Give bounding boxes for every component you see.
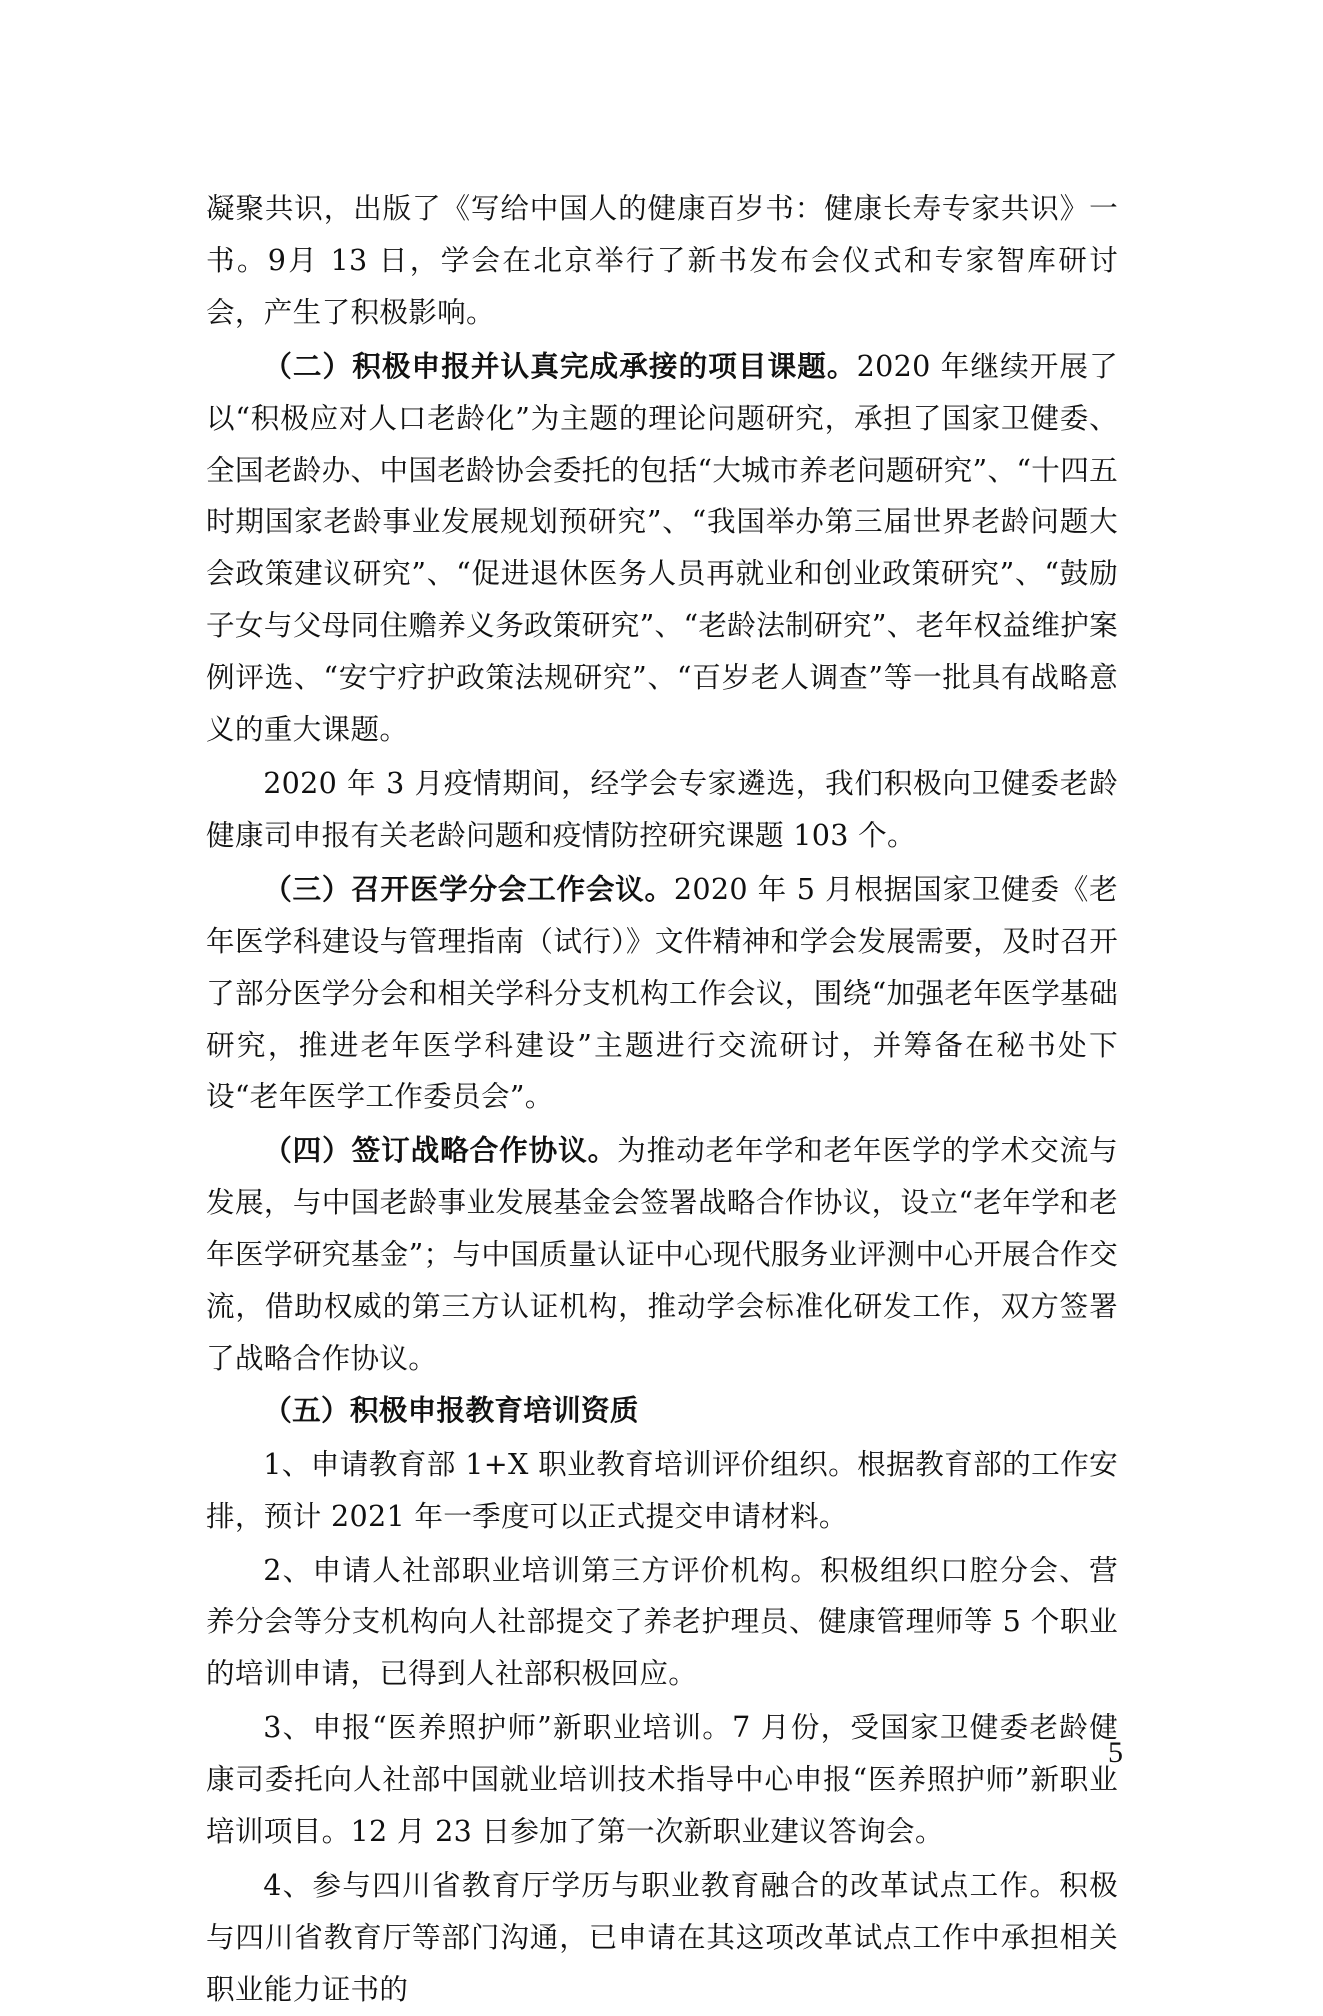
paragraph-item-4 bbox=[206, 1860, 1118, 2016]
document-body bbox=[206, 183, 1118, 2016]
paragraph-text: 为推动老年学和老年医学的学术交流与发展，与中国老龄事业发展基金会签署战略合作协议，设立“老年学和老年医学研究基金”；与中国质量认证中心现代服务业评测中心开展合作交流，借助权威的第三方认证机构，推动学会标准化研发工作，双方签署了战略合作协议。 bbox=[206, 1133, 1118, 1375]
paragraph-item-2 bbox=[206, 1545, 1118, 1701]
paragraph-continuation bbox=[206, 183, 1118, 339]
paragraph-item-3 bbox=[206, 1702, 1118, 1858]
paragraph-text: 2020 年 3 月疫情期间，经学会专家遴选，我们积极向卫健委老龄健康司申报有关老龄问题和疫情防控研究课题 103 个。 bbox=[206, 765, 1118, 852]
section-heading: （二）积极申报并认真完成承接的项目课题。 bbox=[263, 348, 857, 383]
paragraph-text: 4、参与四川省教育厅学历与职业教育融合的改革试点工作。积极与四川省教育厅等部门沟通，已申请在其这项改革试点工作中承担相关职业能力证书的 bbox=[206, 1868, 1118, 2006]
paragraph-covid-projects bbox=[206, 758, 1118, 862]
paragraph-text: 2020 年 5 月根据国家卫健委《老年医学科建设与管理指南（试行）》文件精神和学会发展需要，及时召开了部分医学分会和相关学科分支机构工作会议，围绕“加强老年医学基础研究，推进老年医学科建设”主题进行交流研讨，并筹备在秘书处下设“老年医学工作委员会”。 bbox=[206, 871, 1118, 1114]
paragraph-item-1 bbox=[206, 1439, 1118, 1543]
page-number: 5 bbox=[1108, 1736, 1123, 1769]
paragraph-text: 3、申报“医养照护师”新职业培训。7 月份，受国家卫健委老龄健康司委托向人社部中国就业培训技术指导中心申报“医养照护师”新职业培训项目。12 月 23 日参加了第一次新职业建议答询会。 bbox=[206, 1710, 1118, 1849]
paragraph-text: 凝聚共识，出版了《写给中国人的健康百岁书：健康长寿专家共识》一书。9月 13 日，学会在北京举行了新书发布会仪式和专家智库研讨会，产生了积极影响。 bbox=[206, 191, 1118, 329]
section-heading: （三）召开医学分会工作会议。 bbox=[263, 871, 674, 906]
paragraph-text: 2020 年继续开展了以“积极应对人口老龄化”为主题的理论问题研究，承担了国家卫健委、全国老龄办、中国老龄协会委托的包括“大城市养老问题研究”、“十四五时期国家老龄事业发展规划预研究”、“我国举办第三届世界老龄问题大会政策建议研究”、“促进退休医务人员再就业和创业政策研究”、“鼓励子女与父母同住赡养义务政策研究”、“老龄法制研究”、老年权益维护案例评选、“安宁疗护政策法规研究”、“百岁老人调查”等一批具有战略意义的重大课题。 bbox=[206, 348, 1118, 747]
paragraph-section-5 bbox=[206, 1385, 1118, 1437]
paragraph-section-3 bbox=[206, 864, 1118, 1124]
paragraph-text: 2、申请人社部职业培训第三方评价机构。积极组织口腔分会、营养分会等分支机构向人社部提交了养老护理员、健康管理师等 5 个职业的培训申请，已得到人社部积极回应。 bbox=[206, 1552, 1118, 1691]
section-heading: （五）积极申报教育培训资质 bbox=[263, 1392, 639, 1427]
paragraph-text: 1、申请教育部 1+X 职业教育培训评价组织。根据教育部的工作安排，预计 2021 年一季度可以正式提交申请材料。 bbox=[206, 1446, 1118, 1533]
section-heading: （四）签订战略合作协议。 bbox=[263, 1133, 618, 1168]
paragraph-section-4 bbox=[206, 1125, 1118, 1385]
paragraph-section-2 bbox=[206, 341, 1118, 756]
